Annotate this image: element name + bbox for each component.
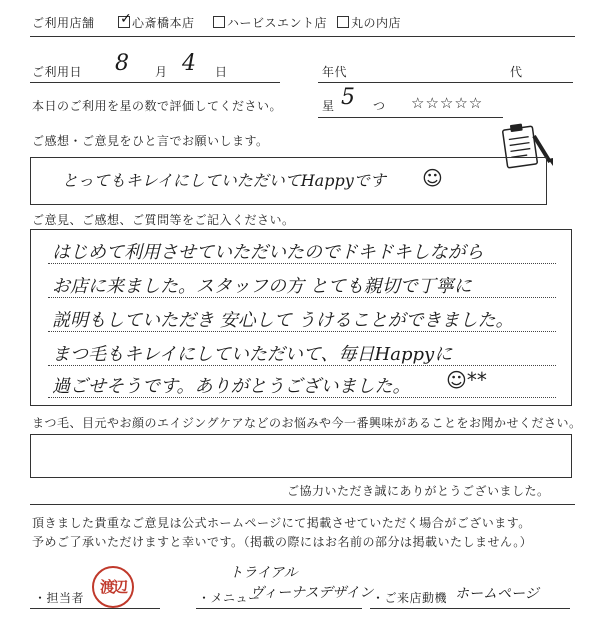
age-label: 年代 <box>322 65 348 79</box>
opinion-line: お店に来ました。スタッフの方 とても親切で丁寧に <box>52 276 472 297</box>
notice-line: 頂きました貴重なご意見は公式ホームページにて掲載させていただく場合がございます。 <box>32 516 531 530</box>
impression-text: とってもキレイにしていただいてHappyです <box>62 171 386 190</box>
opinion-label: ご意見、ご感想、ご質問等をご記入ください。 <box>32 213 295 227</box>
opinion-line: 説明もしていただき 安心して うけることができました。 <box>52 310 514 331</box>
impression-label: ご感想・ご意見をひと言でお願いします。 <box>32 134 269 148</box>
opinion-line: 過ごせそうです。ありがとうございました。 <box>52 376 411 397</box>
date-month-unit: 月 <box>155 65 168 79</box>
date-day-value: 4 <box>182 51 196 76</box>
check-mark-icon: ✓ <box>120 11 133 27</box>
concerns-label: まつ毛、目元やお顔のエイジングケアなどのお悩みや今一番興味があることをお聞かせください。 <box>32 416 582 430</box>
rating-star-label: 星 <box>322 99 335 113</box>
store-option-label: ハービスエント店 <box>227 16 328 30</box>
opinion-line: はじめて利用させていただいたのでドキドキしながら <box>52 242 484 263</box>
menu-underline <box>196 608 362 609</box>
menu-value-line1: トライアル <box>229 565 298 581</box>
motive-label: ・ご来店動機 <box>372 591 448 605</box>
date-label: ご利用日 <box>32 65 83 79</box>
rating-unit: つ <box>373 99 386 113</box>
rating-underline <box>318 117 503 118</box>
rating-value: 5 <box>341 85 355 110</box>
staff-label: ・担当者 <box>34 591 85 605</box>
store-option-shinsaibashi[interactable] <box>118 11 195 31</box>
age-underline <box>318 82 573 83</box>
checkbox[interactable] <box>118 11 133 28</box>
date-day-unit: 日 <box>215 65 228 79</box>
store-option-marunouchi[interactable] <box>337 14 401 31</box>
motive-underline <box>370 608 570 609</box>
thanks-text: ご協力いただき誠にありがとうございました。 <box>287 484 550 498</box>
divider <box>30 504 575 505</box>
opinion-line: まつ毛もキレイにしていただいて、毎日Happyに <box>52 344 453 365</box>
divider <box>30 36 575 37</box>
rating-prompt: 本日のご利用を星の数で評価してください。 <box>32 99 283 113</box>
motive-value: ホームページ <box>455 586 539 602</box>
staff-underline <box>30 608 160 609</box>
rating-stars: ☆☆☆☆☆ <box>411 94 484 112</box>
store-option-label: 丸の内店 <box>351 16 402 30</box>
staff-stamp: 渡辺 <box>92 566 134 608</box>
store-label: ご利用店舗 <box>32 16 95 30</box>
checkbox[interactable] <box>337 16 349 28</box>
notice-line: 予めご了承いただけますと幸いです。（掲載の際にはお名前の部分は掲載いたしません。） <box>32 535 533 549</box>
store-option-herbis-ent[interactable] <box>213 14 327 31</box>
smiley-icon: ☺ <box>422 166 443 190</box>
checkbox[interactable] <box>213 16 225 28</box>
smiley-icon: ☺** <box>446 368 487 392</box>
date-underline <box>30 82 280 83</box>
concerns-box[interactable] <box>30 434 572 478</box>
menu-value-line2: ヴィーナスデザイン <box>250 585 374 601</box>
age-unit: 代 <box>510 65 523 79</box>
store-option-label: 心斎橋本店 <box>132 16 195 30</box>
menu-label: ・メニュー <box>198 591 261 605</box>
date-month-value: 8 <box>115 51 129 76</box>
